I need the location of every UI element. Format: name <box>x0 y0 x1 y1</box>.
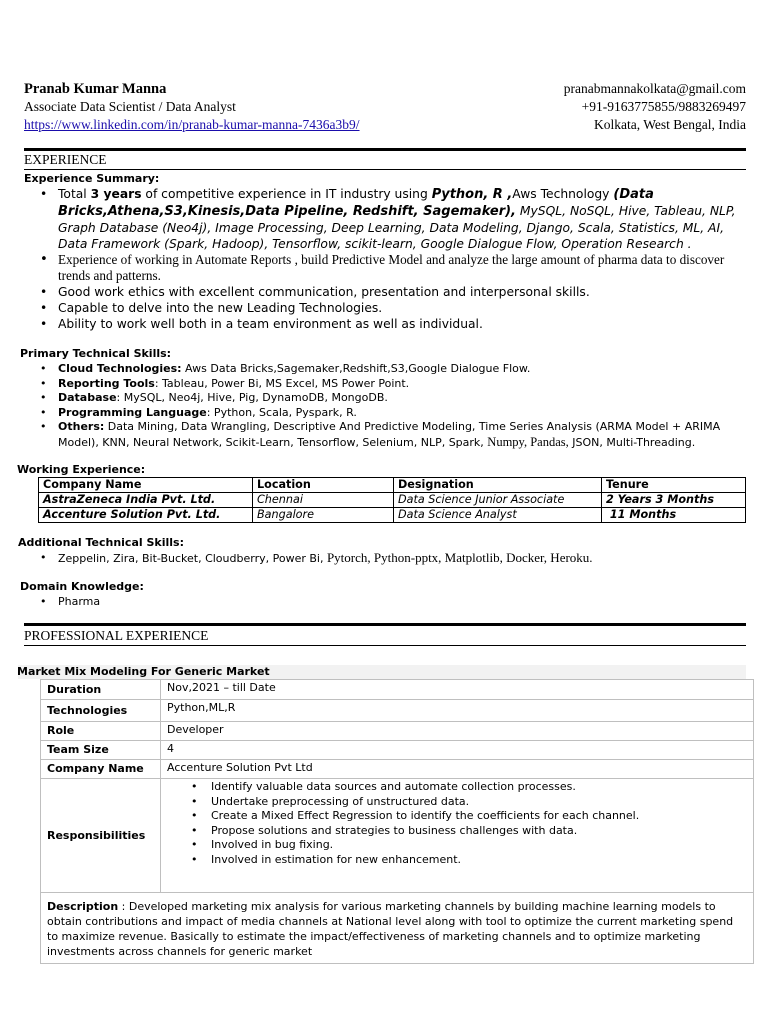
column-header-designation: Designation <box>394 478 602 493</box>
list-item: • Undertake preprocessing of unstructured data. <box>167 795 747 810</box>
list-item: • Total 3 years of competitive experience in IT industry using Python, R ,Aws Technology (Data Bricks,Athena,S3,Kinesis,Data Pipeline, Redshift, Sagemaker), MySQL, NoSQL, Hive, Tableau, NLP, Graph Database (Neo4j), Image Processing, Deep Learning, Data Modeling, Django, Scala, Statistics, ML, AI, Data Framework (Spark, Hadoop), Tensorflow, scikit-learn, Google Dialogue Flow, Operation Research . <box>34 186 746 252</box>
phone-number: +91-9163775855/9883269497 <box>581 99 746 114</box>
linkedin-link[interactable]: https://www.linkedin.com/in/pranab-kumar-manna-7436a3b9/ <box>24 117 360 132</box>
additional-skills-label: Additional Technical Skills: <box>18 536 184 549</box>
table-row <box>41 722 754 741</box>
skill-others: • Others: Data Mining, Data Wrangling, Descriptive And Predictive Modeling, Time Series Analysis (ARMA Model + ARIMA Model), KNN, Neural Network, Scikit-Learn, Tensorflow, Selenium, NLP, Spark, Numpy, Pandas, JSON, Multi-Threading. <box>34 420 748 450</box>
table-header-row <box>39 478 746 493</box>
location: Kolkata, West Bengal, India <box>593 117 746 132</box>
domain-knowledge-list <box>34 595 434 609</box>
column-header-location: Location <box>253 478 394 493</box>
primary-skills-label: Primary Technical Skills: <box>20 347 172 360</box>
table-row <box>41 779 754 893</box>
company-name-label: Company Name <box>41 760 161 779</box>
skill-reporting: • Reporting Tools: Tableau, Power Bi, MS Excel, MS Power Point. <box>34 377 748 392</box>
domain-knowledge-label: Domain Knowledge: <box>20 580 144 593</box>
section-underline <box>24 645 746 646</box>
list-item: • Involved in estimation for new enhancement. <box>167 853 747 868</box>
skill-database: • Database: MySQL, Neo4j, Hive, Pig, DynamoDB, MongoDB. <box>34 391 748 406</box>
column-header-company: Company Name <box>39 478 253 493</box>
experience-summary-label: Experience Summary: <box>24 172 160 185</box>
working-experience-label: Working Experience: <box>17 463 146 476</box>
team-size-label: Team Size <box>41 741 161 760</box>
responsibilities-value <box>161 779 754 893</box>
table-row <box>41 893 754 964</box>
resume-header <box>24 80 746 134</box>
skill-cloud: • Cloud Technologies: Aws Data Bricks,Sagemaker,Redshift,S3,Google Dialogue Flow. <box>34 362 748 377</box>
duration-value: Nov,2021 – till Date <box>161 680 754 700</box>
company-cell: AstraZeneca India Pvt. Ltd. <box>39 493 253 508</box>
experience-summary-list <box>34 186 746 332</box>
company-name-value: Accenture Solution Pvt Ltd <box>161 760 754 779</box>
list-item: • Propose solutions and strategies to business challenges with data. <box>167 824 747 839</box>
role-value: Developer <box>161 722 754 741</box>
designation-cell: Data Science Junior Associate <box>394 493 602 508</box>
duration-label: Duration <box>41 680 161 700</box>
list-item: • Capable to delve into the new Leading Technologies. <box>34 300 746 316</box>
technologies-label: Technologies <box>41 700 161 722</box>
list-item: • Identify valuable data sources and automate collection processes. <box>167 780 747 795</box>
list-item: • Pharma <box>34 595 434 609</box>
list-item: • Involved in bug fixing. <box>167 838 747 853</box>
candidate-name: Pranab Kumar Manna <box>24 81 167 97</box>
project-details-table <box>40 679 754 964</box>
table-row <box>41 700 754 722</box>
table-row <box>41 680 754 700</box>
section-underline <box>24 169 746 170</box>
primary-skills-list <box>34 362 748 451</box>
professional-experience-heading: PROFESSIONAL EXPERIENCE <box>24 628 209 643</box>
technologies-value: Python,ML,R <box>161 700 754 722</box>
description-label: Description <box>47 900 119 913</box>
skill-programming: • Programming Language: Python, Scala, Pyspark, R. <box>34 406 748 421</box>
experience-heading: EXPERIENCE <box>24 152 107 167</box>
table-row <box>39 493 746 508</box>
table-row <box>39 508 746 523</box>
tenure-cell: 2 Years 3 Months <box>602 493 746 508</box>
list-item: • Ability to work well both in a team environment as well as individual. <box>34 316 746 332</box>
project-title: Market Mix Modeling For Generic Market <box>17 665 270 678</box>
responsibilities-list <box>167 780 747 867</box>
additional-skills-list <box>34 550 748 567</box>
header-right <box>564 80 746 134</box>
header-left <box>24 80 360 134</box>
list-item: • Experience of working in Automate Reports , build Predictive Model and analyze the large amount of pharma data to discover trends and patterns. <box>34 252 746 284</box>
designation-cell: Data Science Analyst <box>394 508 602 523</box>
role-label: Role <box>41 722 161 741</box>
table-row <box>41 741 754 760</box>
tenure-cell: 11 Months <box>602 508 746 523</box>
team-size-value: 4 <box>161 741 754 760</box>
email-address: pranabmannakolkata@gmail.com <box>563 81 746 96</box>
section-divider <box>24 148 746 151</box>
project-description <box>41 893 754 964</box>
candidate-title: Associate Data Scientist / Data Analyst <box>24 99 236 114</box>
responsibilities-label: Responsibilities <box>41 779 161 893</box>
list-item: • Zeppelin, Zira, Bit-Bucket, Cloudberry, Power Bi, Pytorch, Python-pptx, Matplotlib, Docker, Heroku. <box>34 550 748 567</box>
description-text: : Developed marketing mix analysis for various marketing channels by building machine learning models to obtain contributions and impact of media channels at National level along with tool to optimize the current marketing spend to maximize revenue. Basically to estimate the impact/effectiveness of marketing channels and to optimize marketing investments across channels for generic market <box>47 900 734 958</box>
section-divider <box>24 623 746 626</box>
company-cell: Accenture Solution Pvt. Ltd. <box>39 508 253 523</box>
location-cell: Chennai <box>253 493 394 508</box>
column-header-tenure: Tenure <box>602 478 746 493</box>
location-cell: Bangalore <box>253 508 394 523</box>
table-row <box>41 760 754 779</box>
list-item: • Good work ethics with excellent communication, presentation and interpersonal skills. <box>34 284 746 300</box>
working-experience-table <box>38 477 746 523</box>
list-item: • Create a Mixed Effect Regression to identify the coefficients for each channel. <box>167 809 747 824</box>
